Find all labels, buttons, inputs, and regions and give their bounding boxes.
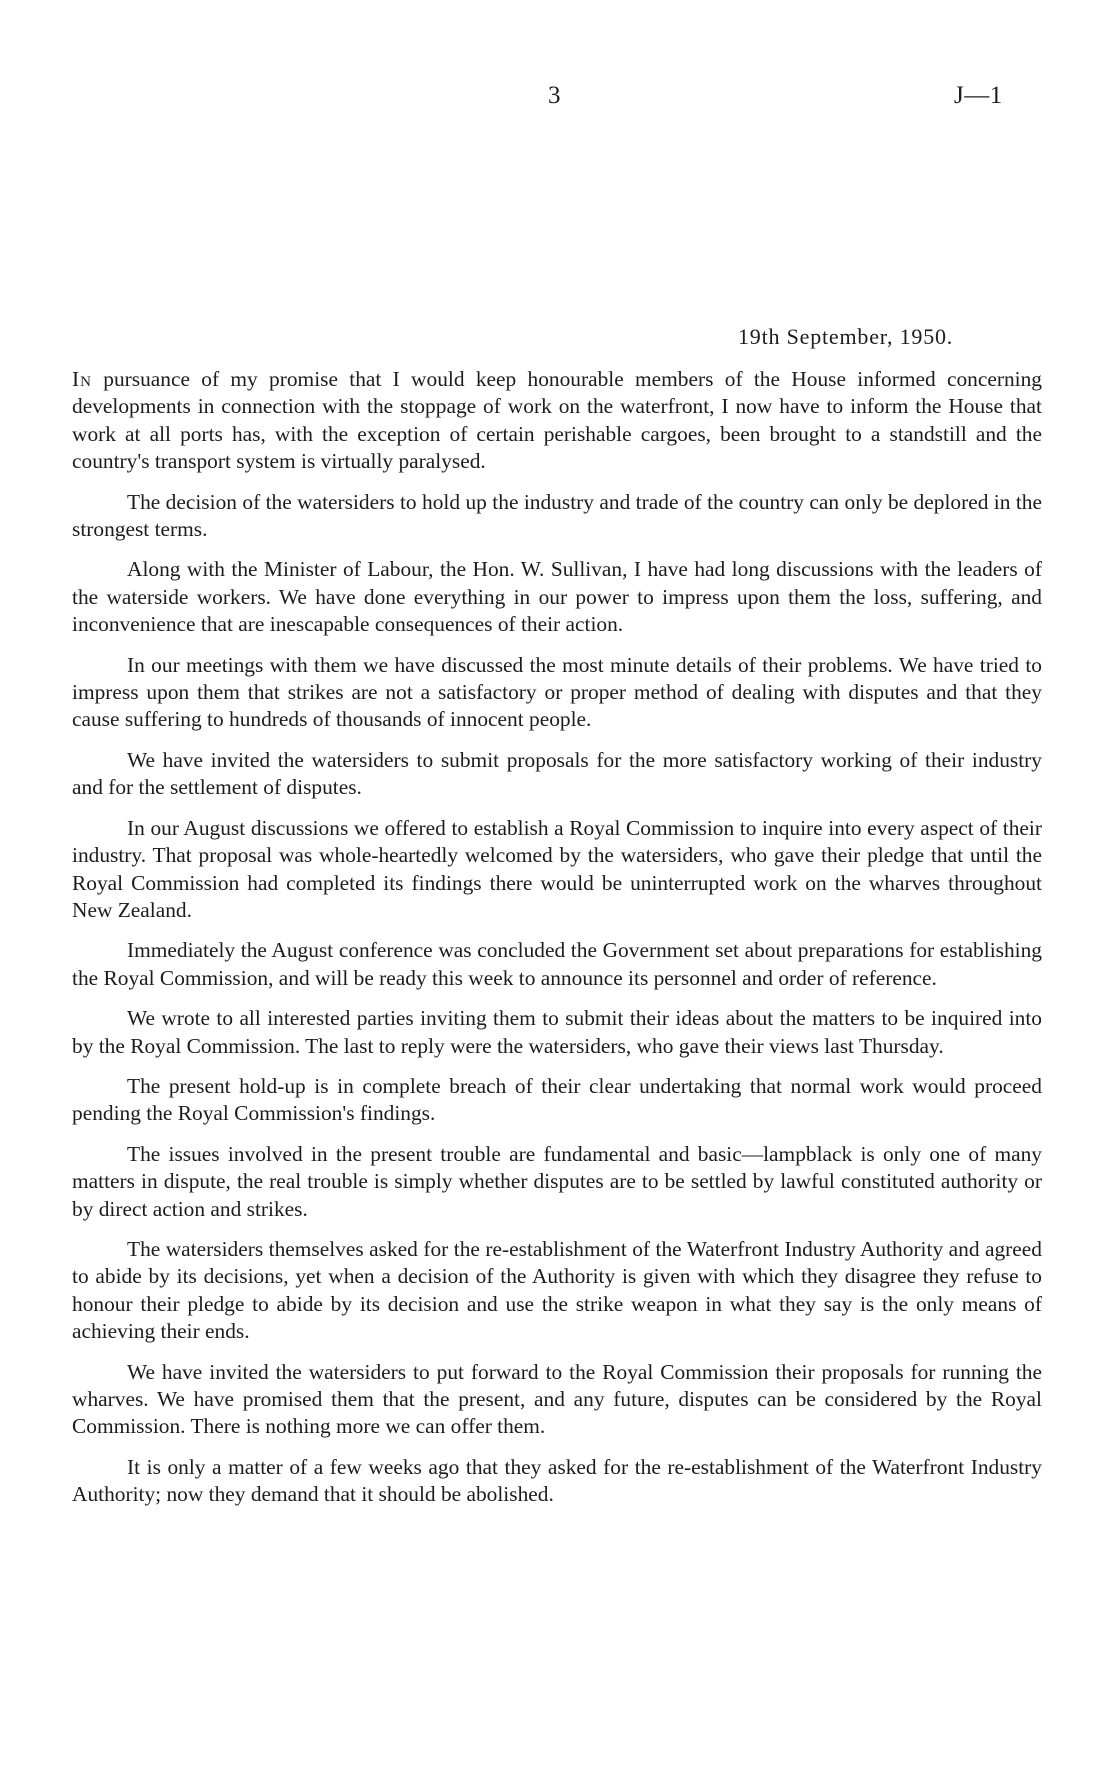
paragraph: We wrote to all interested parties inviting them to submit their ideas about the matters to be inquired into by the Royal Commission. The last to reply were the watersiders, who gave their views last Thursday. [72, 1006, 1042, 1058]
paragraph: Immediately the August conference was concluded the Government set about preparations for establishing the Royal Commission, and will be ready this week to announce its personnel and order of reference. [72, 938, 1042, 990]
paragraph: The decision of the watersiders to hold up the industry and trade of the country can only be deplored in the strongest terms. [72, 489, 1042, 542]
document-reference: J—1 [954, 82, 1003, 109]
paragraph: It is only a matter of a few weeks ago that they asked for the re-establishment of the Waterfront Industry Authority; now they demand that it should be abolished. [72, 1454, 1042, 1507]
paragraph: Along with the Minister of Labour, the Hon. W. Sullivan, I have had long discussions with the leaders of the waterside workers. We have done everything in our power to impress upon them the loss, suffering, and inconvenience that are inescapable consequences of their action. [72, 557, 1042, 637]
paragraph: The issues involved in the present trouble are fundamental and basic—lampblack is only one of many matters in dispute, the real trouble is simply whether disputes are to be settled by lawful constituted authority or by direct action and strikes. [72, 1141, 1042, 1221]
paragraph: The present hold-up is in complete breach of their clear undertaking that normal work would proceed pending the Royal Commission's findings. [72, 1073, 1042, 1126]
paragraph: In our meetings with them we have discussed the most minute details of their problems. We have tried to impress upon them that strikes are not a satisfactory or proper method of dealing with disputes and that they cause suffering to hundreds of thousands of innocent people. [72, 652, 1042, 732]
paragraph: The watersiders themselves asked for the re-establishment of the Waterfront Industry Authority and agreed to abide by its decisions, yet when a decision of the Authority is given with which they disagree they refuse to honour their pledge to abide by its decision and use the strike weapon in what they say is the only means of achieving their ends. [72, 1236, 1042, 1344]
page-number: 3 [548, 82, 561, 109]
drop-lead-word: In [72, 367, 92, 391]
paragraph: We have invited the watersiders to submit proposals for the more satisfactory working of their industry and for the settlement of disputes. [72, 747, 1042, 800]
paragraph-text: pursuance of my promise that I would keep honourable members of the House informed concerning developments in connection with the stoppage of work on the waterfront, I now have to inform the House that work at all ports has, with the exception of certain perishable cargoes, been brought to a standstill and the country's transport system is virtually paralysed. [72, 367, 1042, 474]
body-text [72, 366, 1042, 1522]
paragraph: In our August discussions we offered to establish a Royal Commission to inquire into every aspect of their industry. That proposal was whole-heartedly welcomed by the watersiders, who gave their pledge that until the Royal Commission had completed its findings there would be uninterrupted work on the wharves throughout New Zealand. [72, 815, 1042, 922]
paragraph: We have invited the watersiders to put forward to the Royal Commission their proposals for running the wharves. We have promised them that the present, and any future, disputes can be considered by the Royal Commission. There is nothing more we can offer them. [72, 1359, 1042, 1439]
paragraph [72, 366, 1042, 476]
statement-date: 19th September, 1950. [738, 324, 954, 349]
